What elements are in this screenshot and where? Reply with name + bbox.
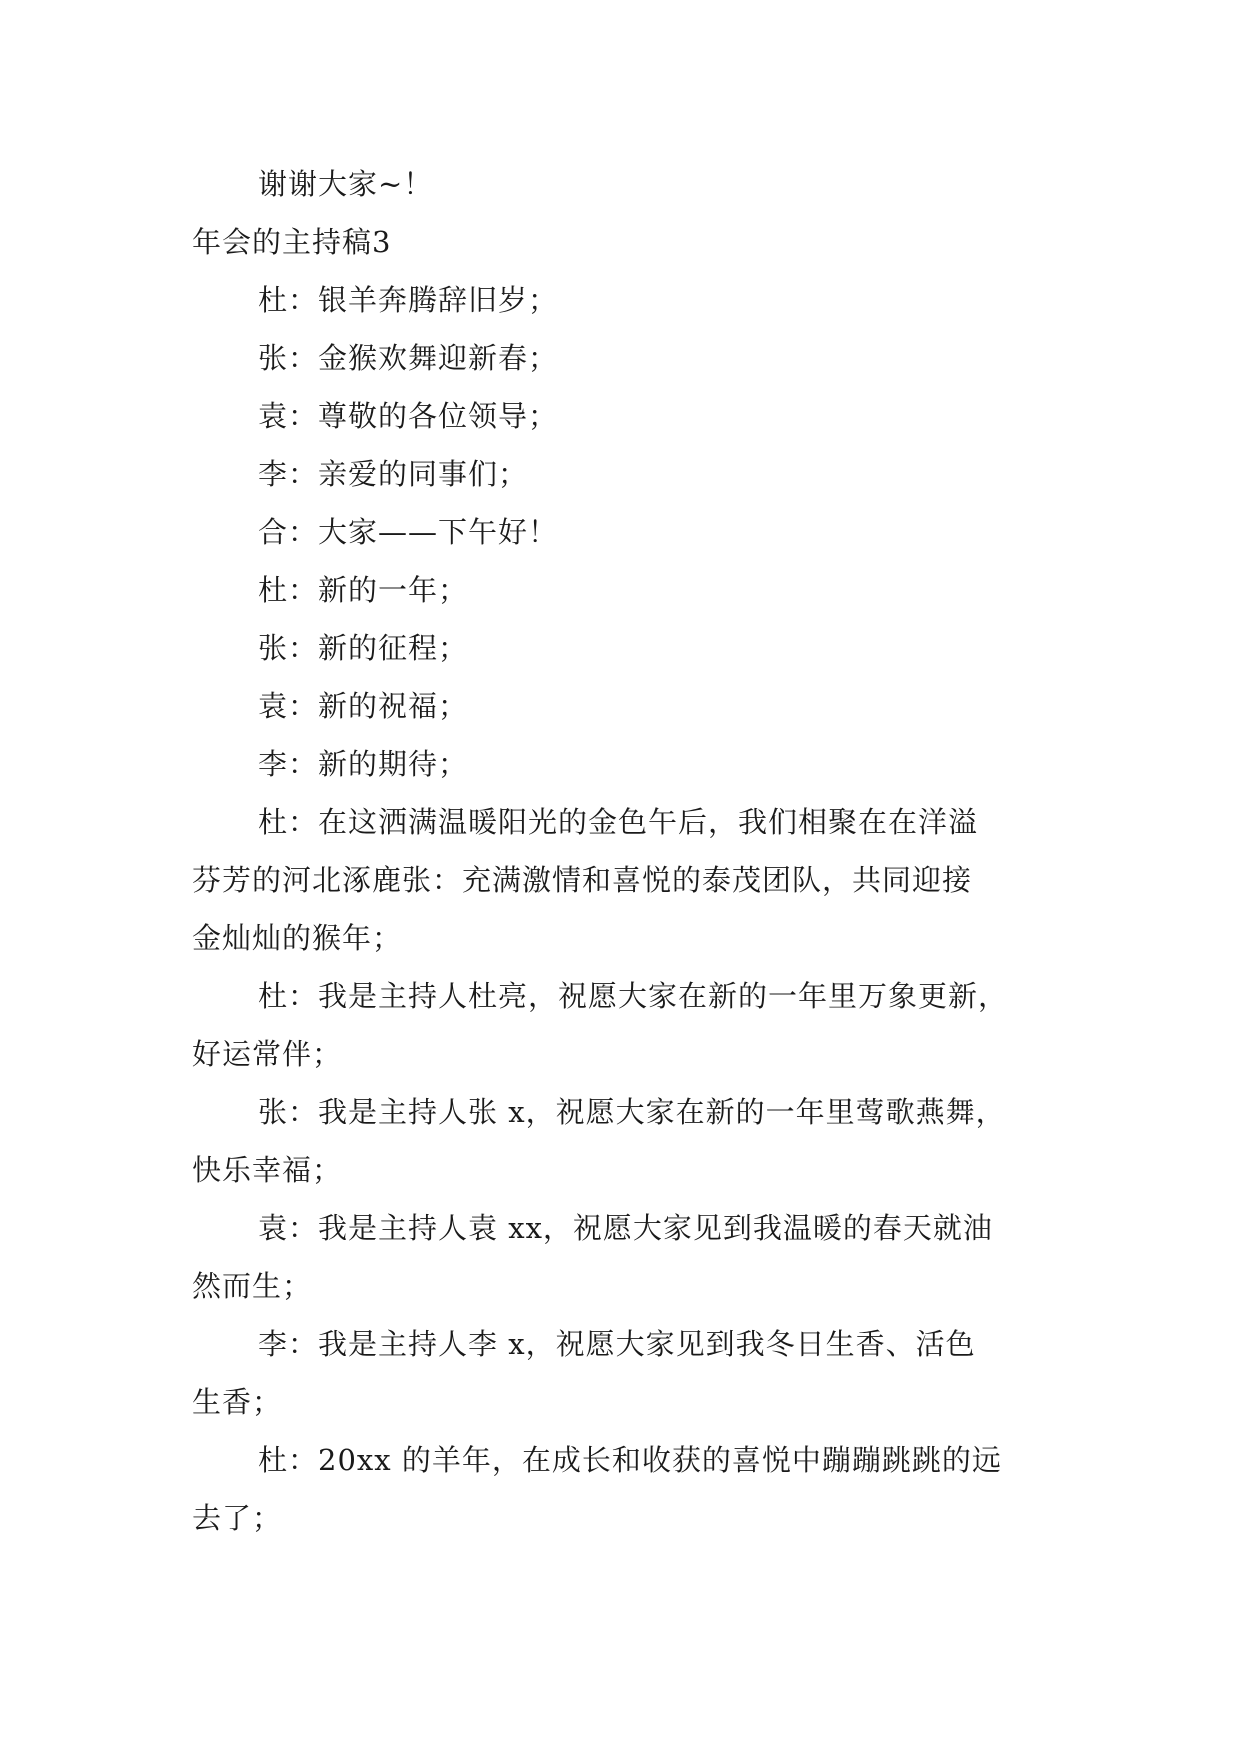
paragraph-line: 杜：20xx 的羊年，在成长和收获的喜悦中蹦蹦跳跳的远 bbox=[258, 1443, 1002, 1477]
paragraph-line: 张：我是主持人张 x，祝愿大家在新的一年里莺歌燕舞， bbox=[258, 1095, 1006, 1129]
paragraph-continuation: 金灿灿的猴年； bbox=[192, 921, 403, 955]
paragraph-line: 李：我是主持人李 x，祝愿大家见到我冬日生香、活色 bbox=[258, 1327, 976, 1361]
paragraph-line: 杜：在这洒满温暖阳光的金色午后，我们相聚在在洋溢 bbox=[258, 805, 979, 839]
paragraph-line: 张：金猴欢舞迎新春； bbox=[258, 341, 559, 375]
paragraph-line: 袁：新的祝福； bbox=[258, 689, 469, 723]
paragraph-line: 袁：我是主持人袁 xx，祝愿大家见到我温暖的春天就油 bbox=[258, 1211, 993, 1245]
paragraph-line: 杜：新的一年； bbox=[258, 573, 469, 607]
paragraph-continuation: 生香； bbox=[192, 1385, 283, 1419]
paragraph-continuation: 芬芳的河北涿鹿张：充满激情和喜悦的泰茂团队，共同迎接 bbox=[192, 863, 973, 897]
paragraph-line: 张：新的征程； bbox=[258, 631, 469, 665]
paragraph-line: 杜：我是主持人杜亮，祝愿大家在新的一年里万象更新， bbox=[258, 979, 1009, 1013]
paragraph-continuation: 好运常伴； bbox=[192, 1037, 343, 1071]
section-heading: 年会的主持稿3 bbox=[192, 225, 392, 259]
paragraph-continuation: 去了； bbox=[192, 1501, 283, 1535]
paragraph-line: 杜：银羊奔腾辞旧岁； bbox=[258, 283, 559, 317]
paragraph-line: 合：大家——下午好！ bbox=[258, 515, 559, 549]
document-page bbox=[192, 155, 1062, 1547]
paragraph-line: 袁：尊敬的各位领导； bbox=[258, 399, 559, 433]
closing-line: 谢谢大家~！ bbox=[258, 167, 434, 201]
paragraph-line: 李：亲爱的同事们； bbox=[258, 457, 529, 491]
paragraph-continuation: 快乐幸福； bbox=[192, 1153, 343, 1187]
paragraph-line: 李：新的期待； bbox=[258, 747, 469, 781]
paragraph-continuation: 然而生； bbox=[192, 1269, 313, 1303]
